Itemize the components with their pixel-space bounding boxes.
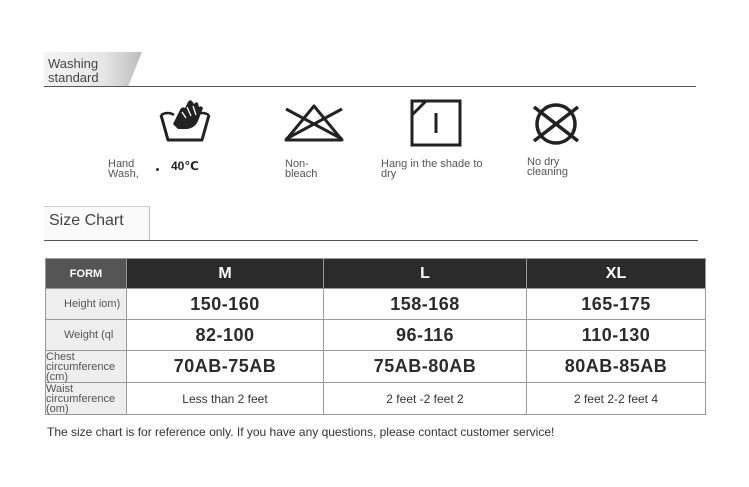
size-chart-header bbox=[44, 206, 152, 242]
hand-wash-label: Hand Wash, bbox=[108, 158, 139, 180]
hand-wash-icon bbox=[158, 98, 212, 144]
no-dry-clean-icon bbox=[528, 102, 584, 146]
column-header-form: FORM bbox=[46, 259, 127, 289]
table-cell: 2 feet -2 feet 2 bbox=[324, 383, 527, 415]
hang-dry-shade-icon bbox=[410, 99, 462, 147]
non-bleach-label: Non-bleach bbox=[285, 158, 318, 180]
table-cell: 110-130 bbox=[527, 320, 706, 351]
hang-dry-shade-label: Hang in the shade to dry bbox=[381, 158, 483, 180]
table-row bbox=[46, 383, 706, 415]
table-cell: 70AB-75AB bbox=[127, 351, 324, 383]
divider bbox=[44, 86, 696, 87]
wash-temperature: 40℃ bbox=[171, 159, 199, 173]
no-dry-clean-label: No dry cleaning bbox=[527, 156, 568, 178]
table-cell: 2 feet 2-2 feet 4 bbox=[527, 383, 706, 415]
table-cell: 80AB-85AB bbox=[527, 351, 706, 383]
non-bleach-icon bbox=[282, 103, 346, 143]
table-cell: 158-168 bbox=[324, 289, 527, 320]
table-cell: Less than 2 feet bbox=[127, 383, 324, 415]
column-header-xl: XL bbox=[527, 259, 706, 289]
column-header-l: L bbox=[324, 259, 527, 289]
table-cell: 75AB-80AB bbox=[324, 351, 527, 383]
table-header-row bbox=[46, 259, 706, 289]
size-chart-table bbox=[45, 258, 706, 415]
washing-standard-header bbox=[44, 52, 144, 86]
size-chart-title: Size Chart bbox=[49, 212, 124, 229]
row-label-weight: Weight (ql bbox=[46, 320, 127, 351]
row-label-waist: Waist circumference (om) bbox=[46, 383, 127, 415]
row-label-chest: Chest circumference (cm) bbox=[46, 351, 127, 383]
table-cell: 96-116 bbox=[324, 320, 527, 351]
column-header-m: M bbox=[127, 259, 324, 289]
table-cell: 82-100 bbox=[127, 320, 324, 351]
divider bbox=[44, 240, 698, 241]
row-label-height: Height iom) bbox=[46, 289, 127, 320]
table-cell: 150-160 bbox=[127, 289, 324, 320]
table-row bbox=[46, 320, 706, 351]
table-cell: 165-175 bbox=[527, 289, 706, 320]
washing-standard-title: Washing standard bbox=[48, 56, 99, 85]
table-row bbox=[46, 289, 706, 320]
separator-dot bbox=[156, 168, 159, 171]
table-row bbox=[46, 351, 706, 383]
size-chart-note: The size chart is for reference only. If you have any questions, please contact customer service! bbox=[47, 425, 555, 439]
